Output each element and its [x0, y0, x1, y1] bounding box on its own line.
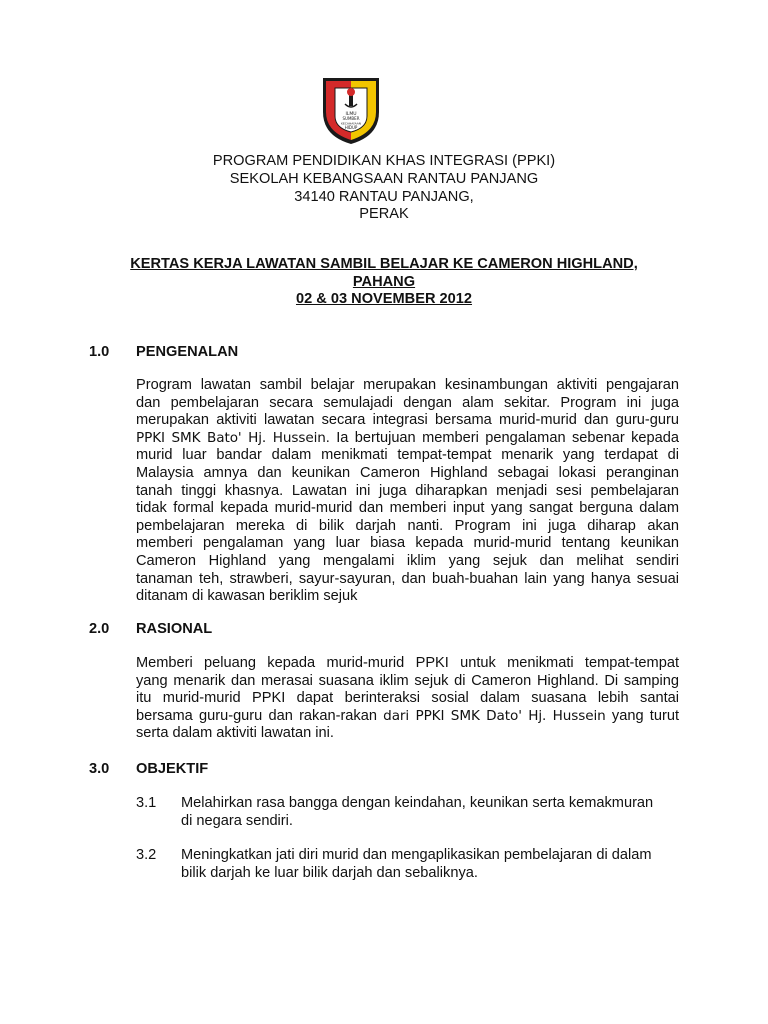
paragraph-line: merupakan aktiviti lawatan secara integrasi bersama murid-murid dan guru-guru — [136, 412, 679, 429]
crest-motto-2: SUMBER — [342, 116, 360, 121]
objective-line: Meningkatkan jati diri murid dan mengaplikasikan pembelajaran di dalam — [181, 847, 652, 863]
section-2-number: 2.0 — [89, 621, 110, 637]
section-3-title: OBJEKTIF — [136, 761, 209, 777]
section-1-number: 1.0 — [89, 344, 110, 360]
paragraph-line: serta dalam aktiviti lawatan ini. — [136, 725, 334, 742]
paragraph-line — [136, 430, 679, 448]
crest-icon — [319, 74, 383, 146]
school-name: dari PPKI SMK Dato' Hj. Hussein — [383, 707, 606, 724]
paragraph-line: itu murid-murid PPKI dapat berinteraksi sosial dalam suasana lebih santai — [136, 690, 679, 707]
paragraph-line: tanaman teh, strawberi, sayur-sayuran, dan buah-buahan lain yang hanya sesuai — [136, 570, 679, 587]
paragraph-text: . Ia bertujuan memberi pengalaman sebenar kepada — [325, 429, 679, 446]
crest-motto-3: KECAHAYAAN — [340, 121, 362, 126]
objective-line: bilik darjah ke luar bilik darjah dan sebaliknya. — [181, 864, 478, 881]
paragraph-line: memberi pengalaman yang luar biasa kepada murid-murid tentang keunikan — [136, 535, 679, 552]
paragraph-line: Program lawatan sambil belajar merupakan kesinambungan aktiviti pengajaran — [136, 377, 679, 393]
school-header — [0, 153, 768, 224]
crest-motto-4: HIDUP — [344, 125, 358, 130]
paragraph-line: ditanam di kawasan beriklim sejuk — [136, 588, 358, 605]
paragraph-line: pembelajaran mereka di bilik darjah nanti. Program ini juga diharap akan — [136, 517, 679, 534]
objective-1-text — [181, 795, 679, 830]
paragraph-line: tanah tinggi khasnya. Lawatan ini juga diharapkan menjadi sesi pembelajaran — [136, 482, 679, 499]
objective-line: di negara sendiri. — [181, 812, 293, 829]
section-2-paragraph — [136, 655, 679, 743]
document-title — [0, 256, 768, 309]
header-program: PROGRAM PENDIDIKAN KHAS INTEGRASI (PPKI) — [212, 153, 556, 169]
objective-line: Melahirkan rasa bangga dengan keindahan, keunikan serta kemakmuran — [181, 795, 654, 811]
paragraph-line: dan pembelajaran secara semulajadi dengan alam sekitar. Program ini juga — [136, 394, 679, 411]
section-1-paragraph — [136, 377, 679, 606]
title-line-1: KERTAS KERJA LAWATAN SAMBIL BELAJAR KE CAMERON HIGHLAND, — [130, 256, 638, 272]
paragraph-line: Cameron Highland yang mengalami iklim yang sejuk dan melihat sendiri — [136, 552, 679, 569]
objective-2-text — [181, 847, 679, 882]
objective-2-number: 3.2 — [136, 847, 157, 863]
paragraph-line — [136, 708, 679, 726]
header-school: SEKOLAH KEBANGSAAN RANTAU PANJANG — [229, 170, 539, 187]
paragraph-text: yang turut — [605, 707, 679, 724]
section-3-number: 3.0 — [89, 761, 110, 777]
paragraph-text: bersama guru-guru dan rakan-rakan — [136, 707, 384, 724]
crest-motto-1: ILMU — [345, 112, 357, 117]
section-2-title: RASIONAL — [136, 621, 213, 637]
paragraph-line: yang menarik dan merasai suasana iklim sejuk di Cameron Highland. Di samping — [136, 672, 679, 689]
header-state: PERAK — [359, 206, 409, 223]
title-date: 02 & 03 NOVEMBER 2012 — [295, 291, 473, 307]
paragraph-line: murid luar bandar dalam menikmati tempat-tempat menarik yang terdapat di — [136, 447, 679, 464]
paragraph-line: Memberi peluang kepada murid-murid PPKI untuk menikmati tempat-tempat — [136, 655, 679, 671]
section-1-title: PENGENALAN — [136, 344, 239, 360]
school-crest-logo — [319, 74, 383, 146]
paragraph-line: tidak formal kepada murid-murid dan memberi input yang sangat berguna dalam — [136, 500, 679, 517]
objective-1-number: 3.1 — [136, 795, 157, 811]
paragraph-line: Malaysia amnya dan keunikan Cameron Highland sebagai lokasi peranginan — [136, 464, 679, 481]
school-name: PPKI SMK Bato' Hj. Hussein — [136, 429, 326, 446]
title-line-2: PAHANG — [352, 273, 416, 290]
header-address: 34140 RANTAU PANJANG, — [294, 188, 474, 205]
